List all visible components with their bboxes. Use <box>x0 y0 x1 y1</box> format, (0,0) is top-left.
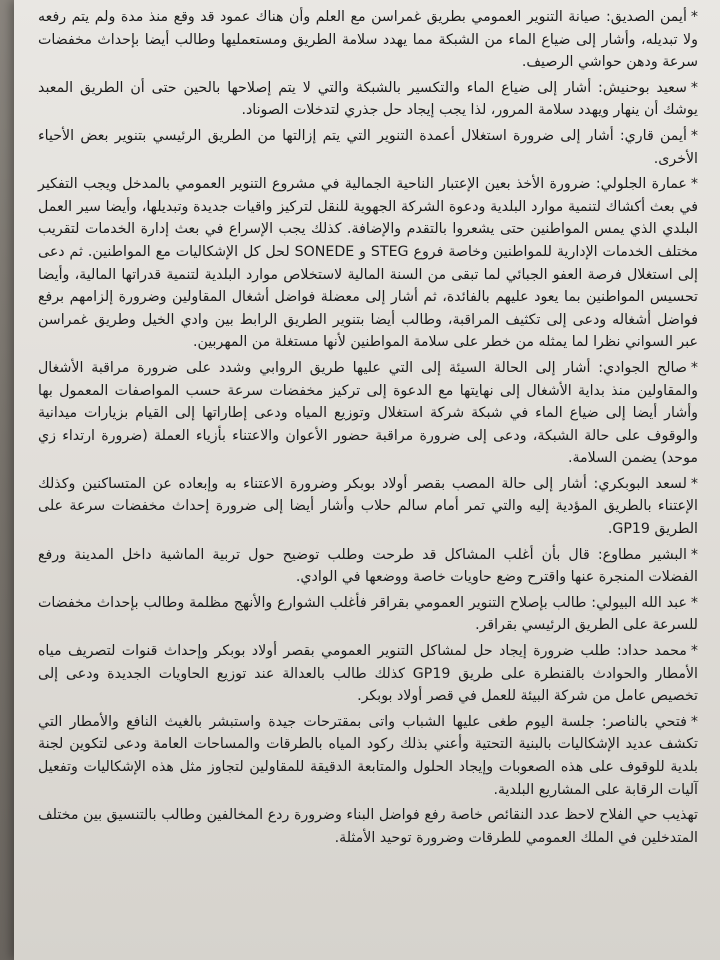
paragraph-text: لسعد البوبكري: أشار إلى حالة المصب بقصر أولاد بوبكر وضرورة الاعتناء به وإبعاده عن المتساكنين وكذلك الإعتناء بالطريق المؤدية إليه والتي تمر أمام سالم حلاب وأشار أيضا إلى ضرورة إحداث مخفضات سرعة على الطريق GP19. <box>38 475 698 538</box>
paragraph-fathi-belnaceur <box>38 711 698 801</box>
bullet-asterisk: * <box>690 79 698 96</box>
paragraph-mohamed-haddad <box>38 640 698 708</box>
paragraph-said-bouhnich <box>38 77 698 122</box>
paragraph-abdallah-bayouli <box>38 592 698 637</box>
paragraph-salah-jouadi <box>38 357 698 470</box>
paragraph-bechir-mtawaa <box>38 544 698 589</box>
bullet-asterisk: * <box>690 594 698 611</box>
bullet-asterisk: * <box>690 9 698 25</box>
bullet-asterisk: * <box>690 127 698 144</box>
bullet-asterisk: * <box>690 546 698 563</box>
paragraph-hay-el-falah <box>38 804 698 849</box>
paragraph-text: عبد الله البيولي: طالب بإصلاح التنوير العمومي بقراقر فأغلب الشوارع والأنهج مظلمة وطالب بإحداث مخفضات للسرعة على الطريق الرئيسي بقراقر. <box>38 594 698 634</box>
bullet-asterisk: * <box>690 643 698 660</box>
bullet-asterisk: * <box>690 713 698 730</box>
paragraph-text: سعيد بوحنيش: أشار إلى ضياع الماء والتكسير بالشبكة والتي لا يتم إصلاحها بالحين حتى أن الطريق المعبد يوشك أن ينهار ويهدد سلامة المرور، لذا يجب إيجاد حل جذري لتدخلات الصوناد. <box>38 79 698 119</box>
paragraph-text: فتحي بالناصر: جلسة اليوم طغى عليها الشباب واتى بمقترحات جيدة واستبشر بالغيث النافع والأمطار التي تكشف عديد الإشكاليات بالبنية التحتية وأعني بذلك ركود المياه بالطرقات والمساحات العامة ودعى لتكوين لجنة بلدية للوقوف على هذه الصعوبات وإيجاد الحلول والمتابعة الدقيقة للمقاولين لتجاوز مثل هذه الإشكاليات وتفعيل آليات الرقابة على المشاريع البلدية. <box>38 713 698 798</box>
paragraph-ayman-kari <box>38 125 698 170</box>
paragraph-amara-jlouli <box>38 173 698 354</box>
paragraph-text: تهذيب حي الفلاح لاحظ عدد النقائص خاصة رفع فواضل البناء وضرورة ردع المخالفين وطالب بالتنسيق بين مختلف المتدخلين في الملك العمومي للطرقات وضرورة توحيد الأمثلة. <box>38 807 698 846</box>
document-page <box>14 0 720 960</box>
bullet-asterisk: * <box>690 359 698 376</box>
paragraph-text: أيمن الصديق: صيانة التنوير العمومي بطريق غمراسن مع العلم وأن هناك عمود قد وقع منذ مدة ولم يتم رفعه ولا تبديله، وأشار إلى ضياع الماء من الشبكة مما يهدد سلامة الطريق ومستعمليها وطالب أيضا بإحداث مخفضات سرعة ودهن حواشي الرصيف. <box>38 9 698 71</box>
document-body <box>38 6 698 852</box>
paragraph-lassaad-boubakri <box>38 473 698 541</box>
bullet-asterisk: * <box>690 475 698 492</box>
paragraph-text: البشير مطاوع: قال بأن أغلب المشاكل قد طرحت وطلب توضيح حول تربية الماشية داخل المدينة ورفع الفضلات المنجرة عنها واقترح وضع حاويات خاصة ووضعها في الوادي. <box>38 546 698 586</box>
paragraph-text: محمد حداد: طلب ضرورة إيجاد حل لمشاكل التنوير العمومي بقصر أولاد بوبكر وإحداث قنوات لتصريف مياه الأمطار والحوادث بالقنطرة على طريق GP19 كذلك طالب بالعدالة عند توزيع الحاويات الجديدة ودعى إلى تخصيص عامل من شركة البيئة للعمل في قصر أولاد بوبكر. <box>38 643 698 705</box>
paragraph-text: أيمن قاري: أشار إلى ضرورة استغلال أعمدة التنوير التي يتم إزالتها من الطريق الرئيسي بتنوير بعض الأحياء الأخرى. <box>38 127 698 167</box>
paragraph-text: صالح الجوادي: أشار إلى الحالة السيئة إلى التي عليها طريق الروابي وشدد على ضرورة مراقبة الأشغال والمقاولين منذ بداية الأشغال إلى نهايتها مع الدعوة إلى تركيز مخفضات سرعة حسب المواصفات المعمول بها وأشار أيضا إلى ضياع الماء في شبكة شركة استغلال وتوزيع المياه ودعى إطاراتها إلى القيام بزيارات ميدانية والوقوف على حالة الشبكة، ودعى إلى ضرورة مراقبة حضور الأعوان والاعتناء بأزياء العملة (ضرورة ارتداء زي موحد) يضمن السلامة. <box>38 359 698 467</box>
paragraph-text: عمارة الجلولي: ضرورة الأخذ بعين الإعتبار الناحية الجمالية في مشروع التنوير العمومي بالمدخل ويجب التفكير في بعث أكشاك لتنمية موارد البلدية ودعوة الشركة الجهوية للنقل لتركيز واقيات جديدة وتبديلها، وأيضا سير العمل البلدي الذي يمس المواطنين حتى يشعروا بالتقدم والإضافة. كذلك يجب الإسراع في بعث إدارة الخدمات لتقريب مختلف الخدمات الإدارية للمواطنين وخاصة فروع STEG و SONEDE لحل كل الإشكاليات مع المواطنين. ثم دعى إلى استغلال فرصة العفو الجبائي لما تبقى من السنة المالية لاستخلاص موارد البلدية لتنمية قدراتها المالية، وأيضا تحسيس المواطنين بما يعود عليهم بالفائدة، ثم أشار إلى معضلة فواضل أشغال المقاولين وضرورة إلزامهم برفع فواضل أشغاله ودعى إلى تكثيف المراقبة، وطالب أيضا بتنوير الطريق الرابط بين وادي الخيل وطريق غمراسن عبر السواني نظرا لما يمثله من خطر على سلامة المواطنين لأنها مستغلة من المهربين. <box>38 176 699 351</box>
bullet-asterisk: * <box>690 176 698 193</box>
paragraph-ayman-seddik <box>38 6 698 74</box>
